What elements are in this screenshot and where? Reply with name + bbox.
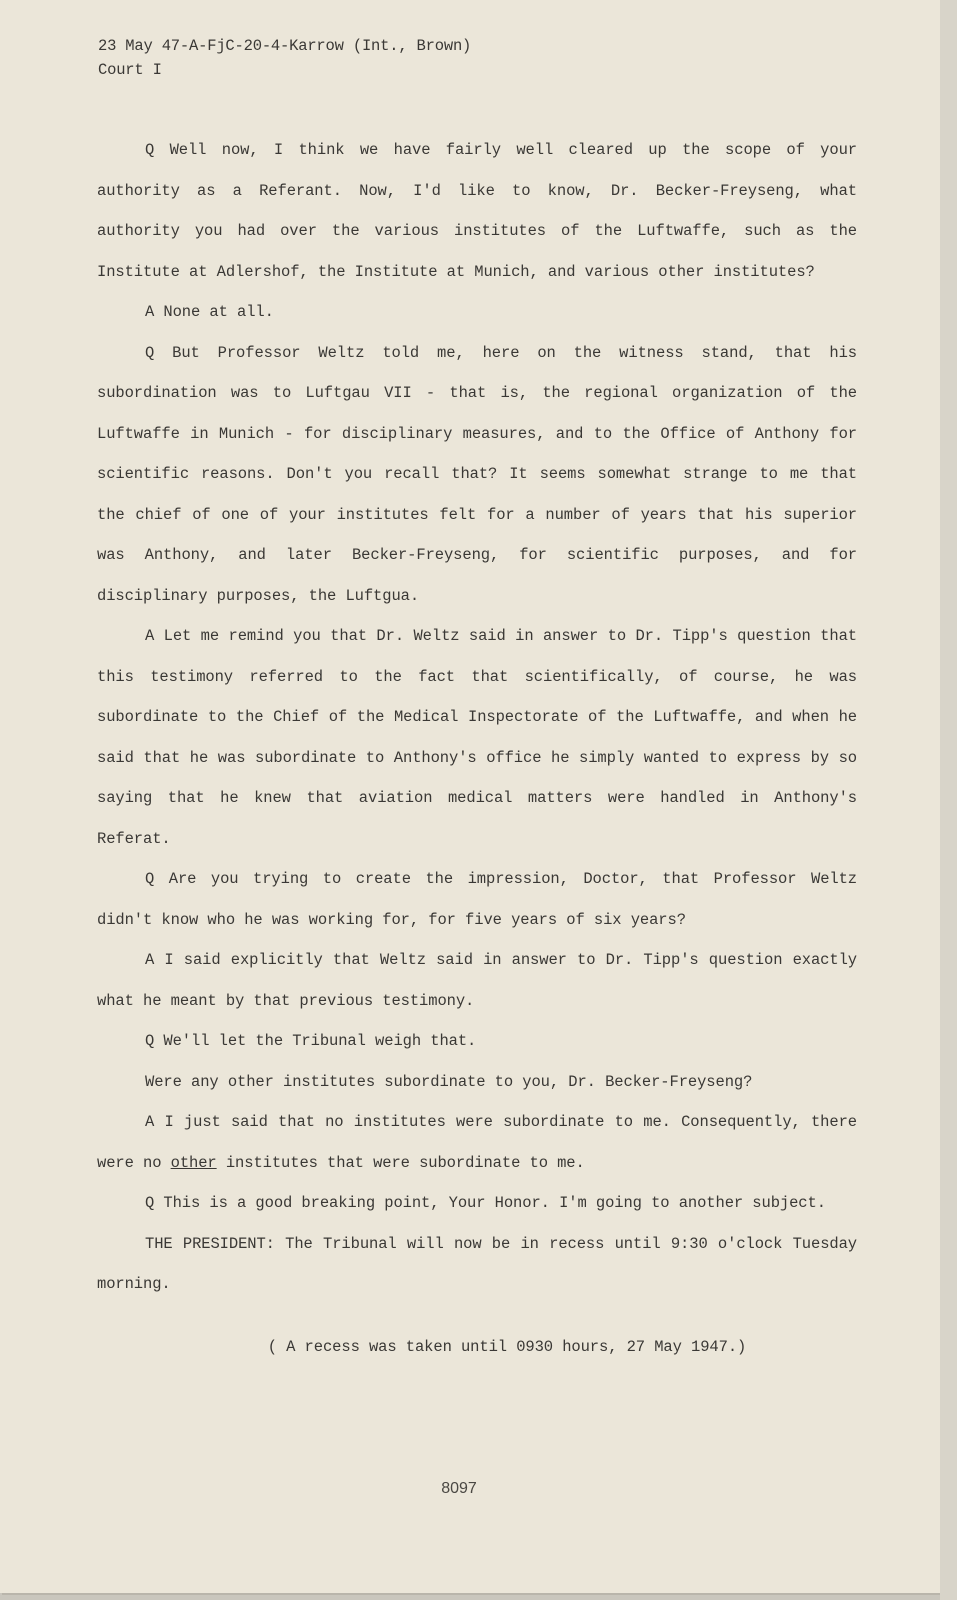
paragraph-question-other-institutes: Were any other institutes subordinate to you, Dr. Becker-Freyseng?: [145, 1072, 753, 1091]
paragraph-answer-no-institutes: [97, 1102, 857, 1183]
header-court: Court I: [98, 61, 162, 79]
paragraph-answer-explicit: A I said explicitly that Weltz said in answer to Dr. Tipp's question exactly what he meant by that previous testimony.: [97, 951, 857, 1010]
answer-text-after: institutes that were subordinate to me.: [216, 1153, 585, 1172]
document-header: [98, 34, 471, 82]
recess-note: ( A recess was taken until 0930 hours, 27 May 1947.): [267, 1337, 747, 1356]
paragraph-question-weigh: Q We'll let the Tribunal weigh that.: [145, 1032, 477, 1050]
paragraph-question-authority: Q Well now, I think we have fairly well cleared up the scope of your authority as a Referant. Now, I'd like to know, Dr. Becker-Freyseng, what authority you had over the various institutes of the Luftwaffe, such as the Institute at Adlershof, the Institute at Munich, and various other institutes?: [97, 141, 857, 281]
paragraph-answer-remind: A Let me remind you that Dr. Weltz said in answer to Dr. Tipp's question that this testimony referred to the fact that scientifically, of course, he was subordinate to the Chief of the Medical Inspectorate of the Luftwaffe, and when he said that he was subordinate to Anthony's office he simply wanted to express by so saying that he knew that aviation medical matters were handled in Anthony's Referat.: [97, 627, 857, 848]
paragraph-question-weltz: Q But Professor Weltz told me, here on the witness stand, that his subordination was to Luftgau VII - that is, the regional organization of the Luftwaffe in Munich - for disciplinary measures, and to the Office of Anthony for scientific reasons. Don't you recall that? It seems somewhat strange to me that the chief of one of your institutes felt for a number of years that his superior was Anthony, and later Becker-Freyseng, for scientific purposes, and for disciplinary purposes, the Luftgua.: [97, 343, 857, 605]
speaker-label: THE PRESIDENT:: [145, 1234, 275, 1253]
underlined-word: other: [170, 1153, 217, 1172]
paragraph-answer-none: A None at all.: [145, 303, 274, 321]
header-reference: 23 May 47-A-FjC-20-4-Karrow (Int., Brown): [98, 37, 472, 55]
transcript-body: [97, 130, 857, 1367]
page-edge-background: [940, 0, 957, 1600]
page-number: 8097: [441, 1480, 477, 1497]
paragraph-question-impression: Q Are you trying to create the impression, Doctor, that Professor Weltz didn't know who he was working for, for five years of six years?: [97, 870, 857, 929]
president-statement: The Tribunal will now be in recess until 9:30 o'clock Tuesday morning.: [97, 1234, 858, 1293]
paragraph-president: [97, 1224, 857, 1305]
paragraph-breaking-point: Q This is a good breaking point, Your Honor. I'm going to another subject.: [145, 1194, 826, 1212]
answer-text-before: A I just said that no institutes were subordinate to me. Consequently, there were no: [97, 1113, 857, 1172]
